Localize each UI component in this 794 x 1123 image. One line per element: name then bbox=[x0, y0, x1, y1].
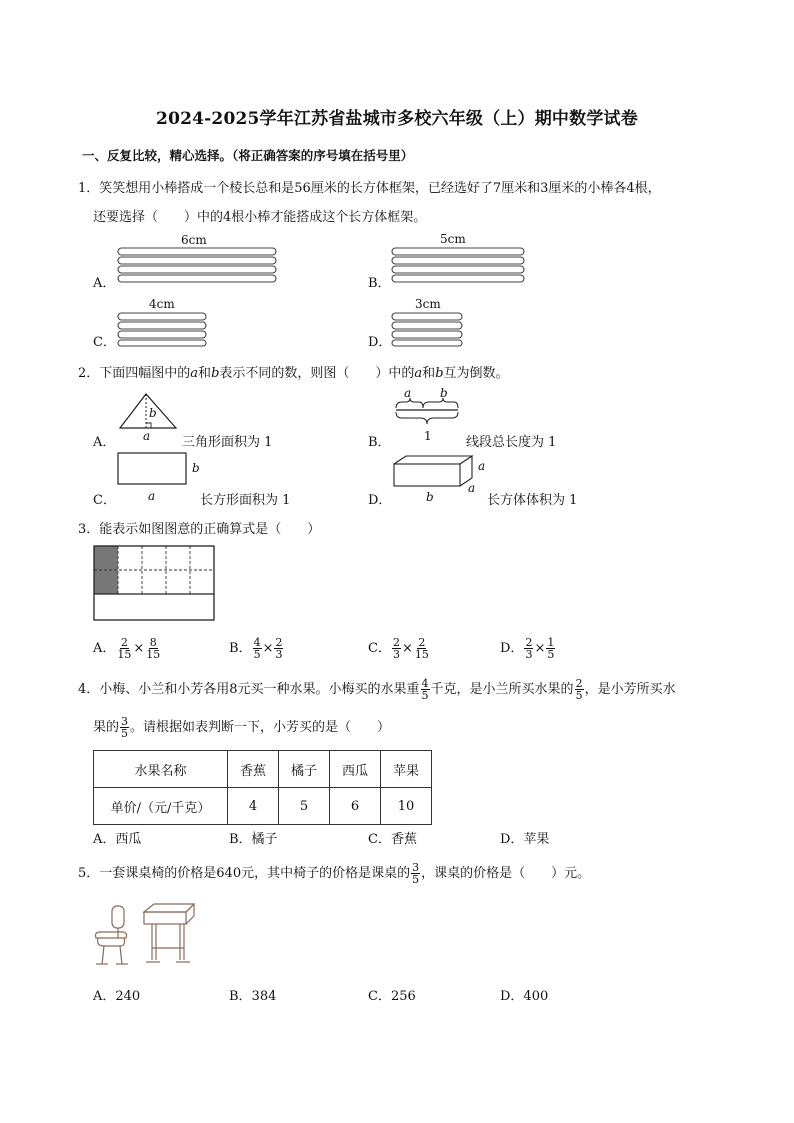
q4-option-d: D．苹果 bbox=[500, 832, 550, 847]
question-4-line-2: 果的 $\frac{3}{5}$ 。请根据如表判断一下，小芳买的是（ ） bbox=[93, 715, 391, 740]
rectangle-figure bbox=[116, 450, 206, 504]
table-cell: 橘子 bbox=[279, 751, 330, 788]
option-c-caption: 长方形面积为 1 bbox=[200, 493, 291, 508]
option-d-letter: D． bbox=[368, 493, 392, 508]
option-b-sticks bbox=[390, 247, 526, 285]
question-4-line-1: 4．小梅、小兰和小芳各用8元买一种水果。小梅买的水果重 $\frac{4}{5}$ 千克，是小兰所买水果的 $\frac{2}{5}$ ，是小芳所买水 bbox=[78, 677, 676, 702]
q4-option-c: C．香蕉 bbox=[368, 832, 417, 847]
table-cell: 水果名称 bbox=[94, 751, 228, 788]
option-d-length-label: 3cm bbox=[415, 297, 441, 311]
question-2-text: 2．下面四幅图中的a和b表示不同的数，则图（ ）中的a和b互为倒数。 bbox=[78, 366, 509, 381]
table-cell: 西瓜 bbox=[330, 751, 381, 788]
q5-option-a: A．240 bbox=[93, 989, 141, 1004]
question-5-text: 5．一套课桌椅的价格是640元，其中椅子的价格是课桌的 $\frac{3}{5}$ ，课桌的价格是（ ）元。 bbox=[78, 861, 591, 886]
table-cell: 4 bbox=[228, 788, 279, 825]
desk-chair-illustration bbox=[90, 902, 200, 972]
option-d-letter: D． bbox=[368, 335, 392, 350]
q3-option-c: C． $\frac{2}{3}$ × $\frac{2}{15}$ bbox=[368, 636, 429, 661]
q3-option-a: A． $\frac{2}{15}$ × $\frac{8}{15}$ bbox=[93, 636, 161, 661]
option-b-caption: 线段总长度为 1 bbox=[466, 435, 557, 450]
q5-option-d: D．400 bbox=[500, 989, 549, 1004]
option-a-sticks bbox=[116, 247, 278, 285]
cuboid-figure bbox=[390, 450, 490, 506]
q4-option-a: A．西瓜 bbox=[93, 832, 142, 847]
option-a-letter: A． bbox=[93, 276, 116, 291]
segment-figure bbox=[392, 384, 464, 446]
option-c-length-label: 4cm bbox=[149, 297, 175, 311]
segment-label-b: b bbox=[440, 386, 448, 400]
table-cell: 5 bbox=[279, 788, 330, 825]
triangle-figure bbox=[118, 390, 180, 442]
table-cell: 香蕉 bbox=[228, 751, 279, 788]
option-d-sticks bbox=[390, 312, 464, 348]
table-cell: 单价/（元/千克） bbox=[94, 788, 228, 825]
table-cell: 苹果 bbox=[381, 751, 432, 788]
cuboid-length-label: b bbox=[426, 490, 434, 504]
table-header-row bbox=[94, 751, 432, 788]
price-table bbox=[93, 750, 432, 825]
cuboid-height-label: a bbox=[478, 459, 486, 473]
option-c-letter: C． bbox=[93, 335, 116, 350]
section-heading: 一、反复比较，精心选择。（将正确答案的序号填在括号里） bbox=[82, 148, 414, 163]
option-b-length-label: 5cm bbox=[440, 232, 466, 246]
q4-option-b: B．橘子 bbox=[229, 832, 278, 847]
option-a-caption: 三角形面积为 1 bbox=[182, 435, 273, 450]
table-row bbox=[94, 788, 432, 825]
table-cell: 6 bbox=[330, 788, 381, 825]
question-1-line-1: 1．笑笑想用小棒搭成一个棱长总和是56厘米的长方体框架，已经选好了7厘米和3厘米的小棒各4根， bbox=[78, 181, 661, 196]
segment-total-label: 1 bbox=[424, 429, 432, 443]
table-cell: 10 bbox=[381, 788, 432, 825]
option-c-sticks bbox=[116, 312, 208, 348]
height-label-b: b bbox=[149, 406, 157, 420]
shaded-grid-figure bbox=[92, 544, 220, 624]
option-c-letter: C． bbox=[93, 493, 116, 508]
q5-option-c: C．256 bbox=[368, 989, 416, 1004]
option-a-letter: A． bbox=[93, 435, 116, 450]
q3-option-b: B． $\frac{4}{5}$ × $\frac{2}{3}$ bbox=[229, 636, 283, 661]
rect-label-a: a bbox=[148, 489, 156, 503]
page-title: 2024-2025学年江苏省盐城市多校六年级（上）期中数学试卷 bbox=[156, 109, 638, 129]
option-b-letter: B． bbox=[368, 435, 391, 450]
cuboid-width-label: a bbox=[468, 481, 476, 495]
option-a-length-label: 6cm bbox=[181, 233, 207, 247]
q5-option-b: B．384 bbox=[229, 989, 277, 1004]
question-3-text: 3．能表示如图图意的正确算式是（ ） bbox=[78, 522, 321, 537]
base-label-a: a bbox=[143, 429, 151, 442]
rect-label-b: b bbox=[192, 461, 200, 475]
segment-label-a: a bbox=[404, 386, 412, 400]
option-d-caption: 长方体体积为 1 bbox=[487, 493, 578, 508]
option-b-letter: B． bbox=[368, 276, 391, 291]
q3-option-d: D． $\frac{2}{3}$ × $\frac{1}{5}$ bbox=[500, 636, 555, 661]
question-1-line-2: 还要选择（ ）中的4根小棒才能搭成这个长方体框架。 bbox=[93, 210, 427, 225]
